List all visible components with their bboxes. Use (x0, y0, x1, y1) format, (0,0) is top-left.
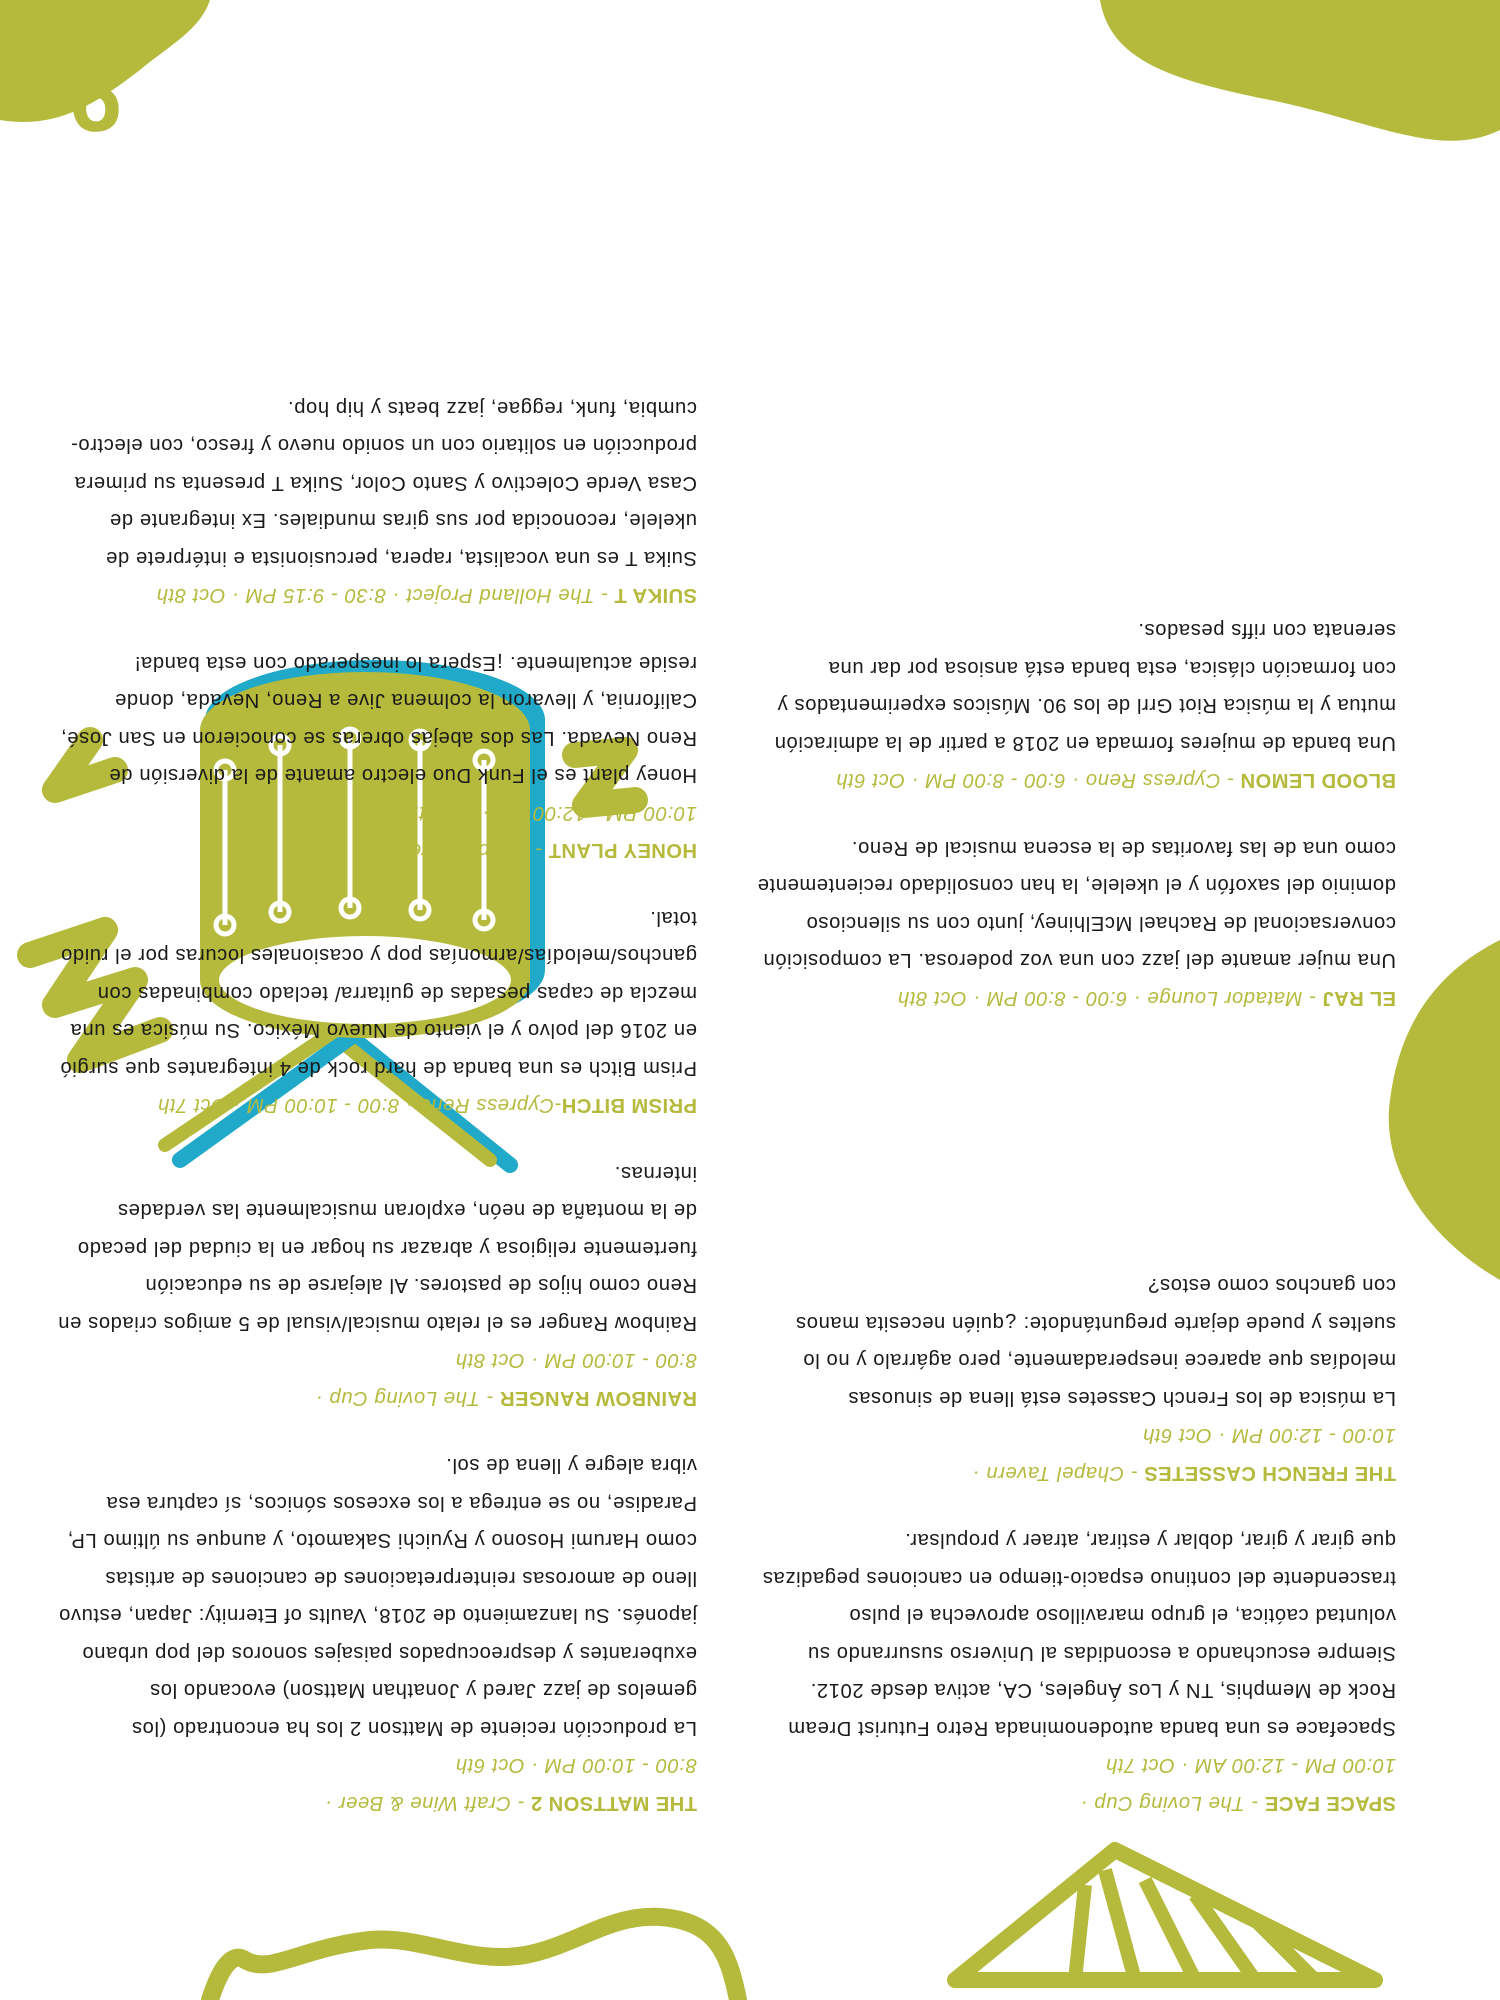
band-venue: Chapel Tavern · (972, 1462, 1125, 1484)
band-venue: Cypress Reno · 8:00 - 10:00 PM · Oct 7th (157, 1094, 555, 1117)
band-header: BLOOD LEMON - Cypress Reno · 6:00 - 8:00 PM · Oct 6th (835, 769, 1396, 792)
band-entry-el-raj (756, 829, 1396, 1017)
band-venue: The Loving Cup · (315, 1387, 480, 1409)
band-entry-suika-t (57, 389, 697, 614)
band-venue: The Holland Project · 8:30 - 9:15 PM · Oct 8th (156, 584, 595, 607)
band-name: HONEY PLANT (548, 839, 697, 862)
right-column (756, 581, 1396, 1821)
band-entry-blood-lemon (756, 611, 1396, 799)
band-venue: Matador Lounge · 6:00 - 8:00 PM · Oct 8th (897, 987, 1303, 1009)
band-description: Una mujer amante del jazz con una voz poderosa. La composición conversacional de Rachael McElhiney, junto con su silencioso dominio del saxofón y el ukelele, la han consolidado recientemente como una de las favoritas de la escena musical de Reno. (757, 837, 1396, 972)
band-venue: Craft Wine & Beer · (324, 1792, 511, 1814)
band-entry-the-mattson-2 (57, 1446, 697, 1821)
band-description: Suika T es una vocalista, rapera, percusionista e intérprete de ukelele, reconocida por sus giras mundiales. Ex integrante de Casa Verde Colectivo y Santo Color, Suika T presenta su primera producción en solitario con un sonido nuevo y fresco, con electro-cumbia, funk, reggae, jazz beats y hip hop. (70, 397, 697, 569)
band-description: Una banda de mujeres formada en 2018 a partir de la admiración mutua y la música Riot Grrl de los 90. Músicos experimentados y con formación clásica, esta banda está ansiosa por dar una serenata con riffs pesados. (774, 619, 1396, 754)
blob-left-middle (1389, 940, 1500, 1280)
band-name: THE MATTSON 2 (530, 1792, 697, 1814)
band-description: Spaceface es una banda autodenominada Retro Futurist Dream Rock de Memphis, TN y Los Ángeles, CA, activa desde 2012. Siempre escuchando a escondidas al Universo susurrando su voluntad caótica, el grupo maravilloso aprovecha el pulso trascendente del continuo espacio-tiempo en canciones pegadizas que girar y girar, doblar y estirar, atraer y propulsar. (762, 1529, 1396, 1739)
band-times: 10:00 - 12:00 PM · Oct 6th (1142, 1424, 1396, 1447)
band-entry-space-face (756, 1521, 1396, 1821)
band-venue: The Loving Cup · (1080, 1792, 1245, 1814)
blob-bottom-left (1100, 0, 1500, 141)
band-description: La música de los French Cassetes está llena de sinuosas melodías que aparece inesperadamente, pero agárralo y no lo sueltes y puede dejarte preguntándote: ¿quién necesita manos con ganchos como estos? (795, 1274, 1396, 1409)
band-description: La producción reciente de Mattson 2 los ha encontrado (los gemelos de jazz Jared y Jonathan Mattson) evocando los exuberantes y despreocupados paisajes sonoros del pop urbano japonés. Su lanzamiento de 2018, Vaults of Eternity: Japan, estuvo lleno de amorosas reinterpretaciones de canciones de artistas como Harumi Hosono y Ryuichi Sakamoto, y aunque su último LP, Paradise, no se entrega a los excesos sónicos, sí captura esa vibra alegre y llena de sol. (58, 1454, 697, 1739)
band-times: 10:00 PM - 12:00 AM · Oct 7th (406, 802, 697, 824)
band-times: 8:00 - 10:00 PM · Oct 8th (455, 1349, 697, 1372)
band-entry-rainbow-ranger (57, 1154, 697, 1417)
band-header: EL RAJ - Matador Lounge · 6:00 - 8:00 PM · Oct 8th (897, 987, 1396, 1009)
band-name: PRISM BITCH (561, 1094, 697, 1117)
band-header: SUIKA T - The Holland Project · 8:30 - 9:15 PM · Oct 8th (156, 584, 697, 607)
band-venue: Chapel Tavern · (376, 839, 529, 862)
left-column (57, 359, 697, 1822)
band-name: SPACE FACE (1264, 1792, 1396, 1814)
band-header: THE MATTSON 2 - Craft Wine & Beer · (324, 1792, 697, 1814)
band-header: PRISM BITCH-Cypress Reno · 8:00 - 10:00 PM · Oct 7th (157, 1094, 697, 1117)
wave-line-top-right (210, 1917, 738, 2000)
band-header: HONEY PLANT - Chapel Tavern · (376, 839, 697, 862)
band-times: 8:00 - 10:00 PM · Oct 6th (455, 1754, 697, 1777)
band-name: EL RAJ (1322, 987, 1396, 1009)
band-description: Rainbow Ranger es el relato musical/visual de 5 amigos criados en Reno como hijos de pastores. Al alejarse de su educación fuertemente religiosa y abrazar su hogar en la ciudad del pecado de la montaña de neón, exploran musicalmente las verdades internas. (57, 1162, 697, 1334)
page-number: 9 (68, 44, 122, 151)
band-entry-the-french-cassetes (756, 1266, 1396, 1491)
band-name: BLOOD LEMON (1240, 769, 1396, 792)
band-header: RAINBOW RANGER - The Loving Cup · (315, 1387, 697, 1409)
band-header: THE FRENCH CASSETES - Chapel Tavern · (972, 1462, 1396, 1484)
band-entry-honey-plant (57, 644, 697, 869)
band-description: Prism Bitch es una banda de hard rock de 4 integrantes que surgió en 2016 del polvo y el viento de Nuevo México. Su música es una mezcla de capas pesadas de guitarra/ teclado combinadas con ganchos/melodías/armonías pop y ocasionales locuras por el ruido total. (59, 907, 697, 1079)
band-entry-prism-bitch (57, 899, 697, 1124)
band-description: Honey plant es el Funk Duo electro amante de la diversión de Reno Nevada. Las dos abejas obreras se conocieron en San José, California, y llevaron la colmena Jive a Reno, Nevada, donde reside actualmente. ¡Espera lo inesperado con esta banda! (60, 652, 697, 787)
band-venue: Cypress Reno · 6:00 - 8:00 PM · Oct 6th (835, 769, 1221, 792)
band-name: THE FRENCH CASSETES (1143, 1462, 1396, 1484)
band-header: SPACE FACE - The Loving Cup · (1080, 1792, 1396, 1814)
band-name: SUIKA T (614, 584, 697, 607)
triangle-ornament (955, 1850, 1375, 1980)
band-times: 10:00 PM - 12:00 AM · Oct 7th (1105, 1754, 1396, 1777)
band-name: RAINBOW RANGER (499, 1387, 697, 1409)
